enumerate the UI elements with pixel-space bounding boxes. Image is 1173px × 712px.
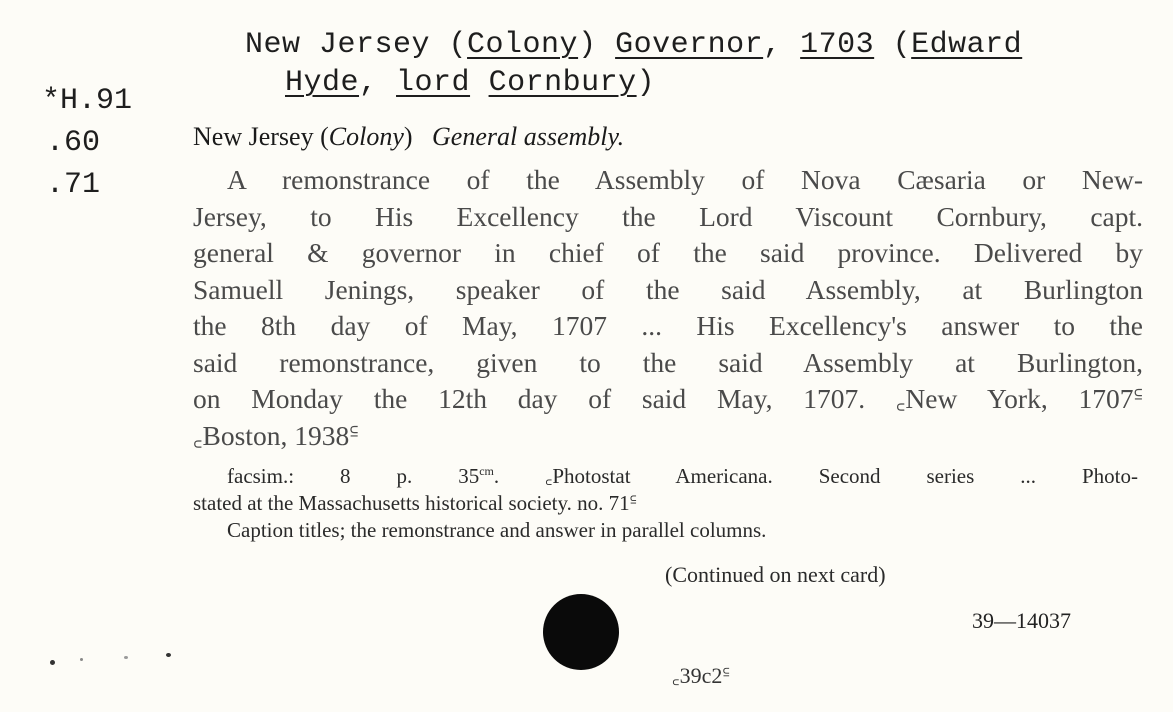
ink-speck xyxy=(166,653,171,657)
main-entry-heading: New Jersey (Colony) General assembly. xyxy=(193,122,625,151)
caption-note: Caption titles; the remonstrance and answer in parallel columns. xyxy=(227,518,767,542)
body-line: on Monday the 12th day of said May, 1707. ꜀New York, 1707꜃ xyxy=(193,383,1143,414)
punch-hole xyxy=(543,594,619,670)
ink-speck xyxy=(124,656,128,659)
body-line: the 8th day of May, 1707 ... His Excellency's answer to the xyxy=(193,310,1143,341)
body-line: said remonstrance, given to the said Assembly at Burlington, xyxy=(193,346,1143,378)
title-statement xyxy=(193,162,1143,454)
collation-line: facsim.: 8 p. $35^{cm}$. ꜀Photostat Americana. Second series ... Photo- xyxy=(227,464,1138,488)
typed-heading-line-2: Hyde, lord Cornbury) xyxy=(285,66,656,100)
typed-heading-line-1: New Jersey (Colony) Governor, 1703 (Edward xyxy=(245,28,1023,62)
card-number: 39—14037 xyxy=(972,608,1071,633)
call-number-line: .60 xyxy=(46,126,101,160)
continued-note: (Continued on next card) xyxy=(665,562,886,587)
collation-line-2: stated at the Massachusetts historical society. no. 71꜃ xyxy=(193,491,637,515)
body-line: Samuell Jenings, speaker of the said Assembly, at Burlington xyxy=(193,273,1143,305)
body-line: Jersey, to His Excellency the Lord Viscount Cornbury, capt. xyxy=(193,200,1143,232)
body-line: general & governor in chief of the said province. Delivered by xyxy=(193,237,1143,268)
call-number-line: *H.91 xyxy=(42,84,133,118)
print-code: ꜀39c2꜃ xyxy=(672,663,730,688)
ink-speck xyxy=(80,658,83,661)
notes-block xyxy=(193,458,1138,544)
ink-speck xyxy=(50,660,55,665)
call-number-line: .71 xyxy=(46,168,101,202)
body-line: A remonstrance of the Assembly of Nova Cæsaria or New- xyxy=(227,164,1143,195)
body-line: ꜀Boston, 1938꜃ xyxy=(193,419,359,451)
